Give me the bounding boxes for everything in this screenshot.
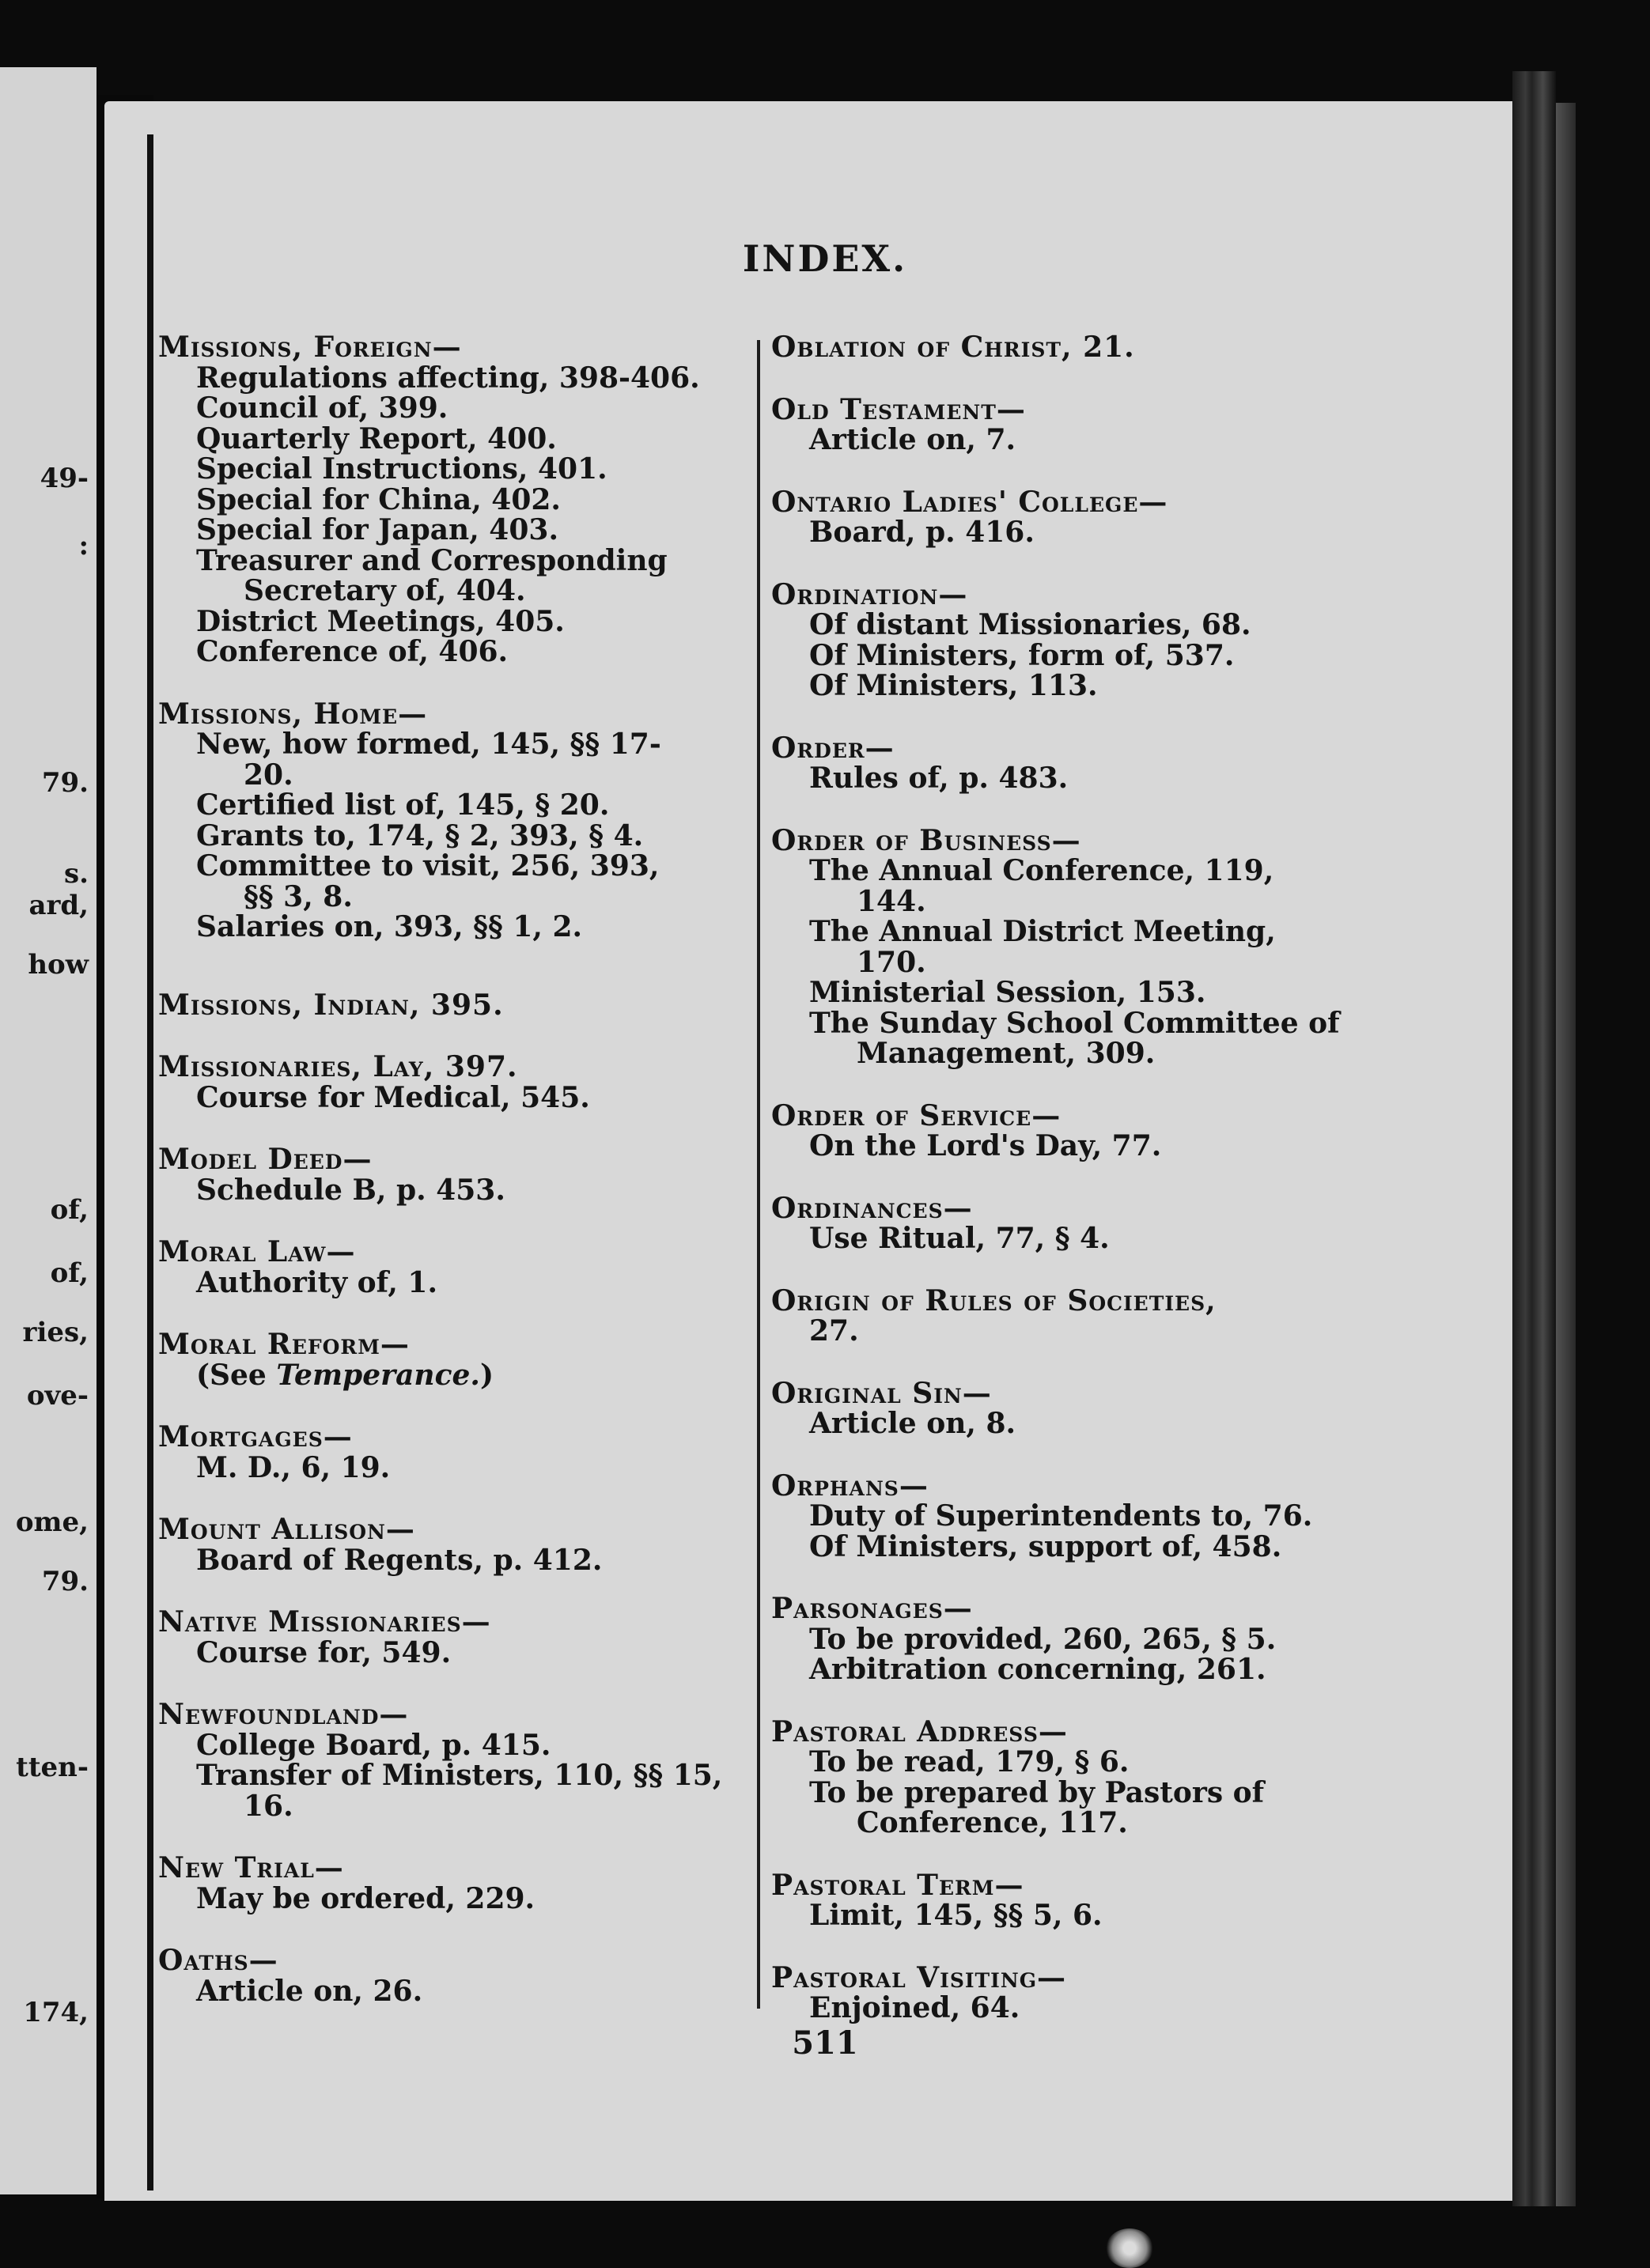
index-heading: Moral Law— (158, 1235, 356, 1268)
index-subentry: Certified list of, 145, § 20. (196, 788, 610, 822)
index-subentry: Arbitration concerning, 261. (809, 1653, 1266, 1686)
book-edge (1512, 71, 1556, 2206)
index-heading: Pastoral Address— (771, 1714, 1068, 1748)
left-page-fragment: 79. (41, 1566, 89, 1597)
index-entry (771, 332, 1404, 363)
index-subentry: May be ordered, 229. (196, 1881, 535, 1915)
index-column-right (771, 332, 1404, 2055)
index-heading: Model Deed— (158, 1143, 373, 1176)
index-subentry: Of Ministers, support of, 458. (809, 1529, 1282, 1563)
index-entry (771, 1378, 1404, 1439)
index-entry (158, 1237, 759, 1298)
book-edge-outer (1556, 103, 1576, 2206)
index-entry (158, 1052, 759, 1113)
index-entry (771, 733, 1404, 794)
index-subentry: Council of, 399. (196, 391, 448, 425)
index-entry (158, 1699, 759, 1821)
index-entry (158, 990, 759, 1021)
index-heading: Oblation of Christ, 21. (771, 331, 1135, 364)
index-entry (771, 1471, 1404, 1563)
index-heading: Mount Allison— (158, 1513, 415, 1546)
index-subentry: Of Ministers, 113. (809, 669, 1098, 702)
index-heading: Order of Service— (771, 1098, 1062, 1132)
index-heading: Origin of Rules of Societies, (771, 1283, 1217, 1317)
index-subentry: The Sunday School Committee of (809, 1006, 1340, 1040)
index-subentry: On the Lord's Day, 77. (809, 1129, 1162, 1162)
index-subentry: 20. (244, 758, 293, 792)
index-heading: Missions, Home— (158, 697, 428, 731)
left-page-fragment: of, (50, 1194, 89, 1226)
index-entry (158, 1422, 759, 1483)
index-subentry: Treasurer and Corresponding (196, 543, 668, 577)
index-subentry: College Board, p. 415. (196, 1728, 551, 1762)
index-subentry: The Annual Conference, 119, (809, 854, 1274, 887)
index-subentry: 170. (857, 945, 926, 979)
index-heading: Missionaries, Lay, 397. (158, 1050, 518, 1083)
page-number: 511 (792, 2024, 858, 2062)
index-heading: Pastoral Term— (771, 1868, 1024, 1902)
index-entry (771, 1960, 1404, 2024)
index-entry (771, 577, 1404, 702)
index-heading: Pastoral Visiting— (771, 1960, 1067, 1994)
index-subentry: Article on, 8. (809, 1407, 1016, 1440)
index-entry (158, 1144, 759, 1205)
index-subentry: Secretary of, 404. (244, 574, 526, 607)
left-page-edge (0, 67, 97, 2194)
index-subentry: District Meetings, 405. (196, 604, 565, 638)
index-heading: Mortgages— (158, 1420, 353, 1453)
left-page-fragment: ard, (28, 890, 89, 921)
index-heading: Oaths— (158, 1944, 278, 1977)
index-subentry: Conference of, 406. (196, 635, 509, 668)
index-subentry: Special for China, 402. (196, 482, 561, 516)
index-subentry: Course for Medical, 545. (196, 1080, 590, 1114)
index-entry (771, 1714, 1404, 1839)
index-entry (771, 1870, 1404, 1931)
index-entry (771, 1593, 1404, 1685)
index-heading: Ontario Ladies' College— (771, 485, 1168, 519)
index-subentry: Of Ministers, form of, 537. (809, 638, 1235, 672)
index-subentry: 16. (244, 1789, 293, 1823)
index-subentry: Use Ritual, 77, § 4. (809, 1222, 1110, 1255)
index-subentry: Management, 309. (857, 1037, 1156, 1070)
index-subentry: Transfer of Ministers, 110, §§ 15, (196, 1759, 723, 1792)
left-page-fragment: of, (50, 1257, 89, 1289)
index-subentry: Quarterly Report, 400. (196, 421, 557, 455)
index-heading: Missions, Foreign— (158, 331, 462, 364)
index-subentry: To be prepared by Pastors of (809, 1775, 1265, 1809)
index-entry (158, 1853, 759, 1914)
index-subentry: M. D., 6, 19. (196, 1450, 391, 1484)
index-entry (771, 1098, 1404, 1162)
index-entry (771, 487, 1404, 548)
index-heading: Moral Reform— (158, 1328, 410, 1361)
index-entry (771, 1283, 1404, 1348)
index-subentry: Article on, 7. (809, 423, 1016, 456)
index-subentry: 144. (857, 884, 926, 918)
column-divider (757, 340, 760, 2009)
page-title: INDEX. (742, 237, 908, 280)
index-subentry: Course for, 549. (196, 1635, 452, 1669)
left-page-fragment: ove- (26, 1380, 89, 1412)
left-page-fragment: 174, (23, 1997, 89, 2028)
index-entry (771, 823, 1404, 1070)
index-heading: Ordinances— (771, 1191, 973, 1225)
index-subentry: Enjoined, 64. (809, 1991, 1020, 2024)
index-subentry: 27. (809, 1314, 859, 1348)
left-page-fragment: 49- (40, 463, 89, 494)
index-subentry: Grants to, 174, § 2, 393, § 4. (196, 818, 644, 852)
left-page-fragment: tten- (16, 1752, 89, 1783)
left-page-fragment: how (28, 949, 89, 981)
index-subentry: Duty of Superintendents to, 76. (809, 1499, 1313, 1533)
index-heading: Newfoundland— (158, 1698, 409, 1731)
page-shadow-line (147, 134, 153, 2191)
index-heading: New Trial— (158, 1851, 344, 1884)
index-subentry: Rules of, p. 483. (809, 762, 1069, 795)
index-entry (158, 1329, 759, 1390)
index-subentry: Limit, 145, §§ 5, 6. (809, 1899, 1103, 1932)
index-subentry: Ministerial Session, 153. (809, 976, 1206, 1009)
index-entry (771, 392, 1404, 456)
index-subentry: To be provided, 260, 265, § 5. (809, 1622, 1277, 1656)
index-heading: Order of Business— (771, 823, 1081, 857)
index-heading: Old Testament— (771, 392, 1026, 426)
index-subentry: Regulations affecting, 398-406. (196, 361, 700, 395)
index-heading: Native Missionaries— (158, 1605, 491, 1639)
index-subentry: Schedule B, p. 453. (196, 1173, 505, 1207)
index-subentry: Salaries on, 393, §§ 1, 2. (196, 910, 583, 943)
index-subentry: Board of Regents, p. 412. (196, 1543, 603, 1577)
index-entry (158, 1514, 759, 1575)
index-heading: Orphans— (771, 1469, 929, 1503)
index-entry (158, 699, 759, 943)
index-heading: Parsonages— (771, 1592, 973, 1625)
index-subentry: Of distant Missionaries, 68. (809, 608, 1251, 641)
index-heading: Order— (771, 731, 895, 765)
index-entry (158, 332, 759, 667)
index-subentry: Special for Japan, 403. (196, 513, 558, 546)
index-column-left (158, 332, 759, 2038)
index-subentry: Authority of, 1. (196, 1265, 437, 1299)
left-page-fragment: 79. (41, 767, 89, 799)
index-heading: Missions, Indian, 395. (158, 988, 504, 1022)
index-subentry: Committee to visit, 256, 393, (196, 849, 660, 883)
index-entry (771, 1193, 1404, 1254)
index-subentry: (See Temperance.) (196, 1358, 494, 1392)
left-page-fragment: s. (64, 858, 89, 890)
index-entry (158, 1945, 759, 2006)
index-subentry: New, how formed, 145, §§ 17- (196, 728, 661, 761)
index-heading: Original Sin— (771, 1376, 992, 1410)
index-subentry: §§ 3, 8. (244, 879, 353, 913)
italic-reference: Temperance. (276, 1358, 480, 1392)
index-entry (158, 1607, 759, 1668)
left-page-fragment: ries, (22, 1317, 89, 1348)
index-heading: Ordination— (771, 577, 968, 611)
index-subentry: Conference, 117. (857, 1806, 1128, 1839)
index-subentry: Board, p. 416. (809, 516, 1035, 549)
left-page-fragment: ome, (15, 1506, 89, 1538)
index-subentry: The Annual District Meeting, (809, 915, 1276, 948)
left-page-fragment: : (78, 530, 89, 561)
index-subentry: Article on, 26. (196, 1974, 423, 2008)
index-subentry: Special Instructions, 401. (196, 452, 607, 486)
index-subentry: To be read, 179, § 6. (809, 1745, 1130, 1778)
